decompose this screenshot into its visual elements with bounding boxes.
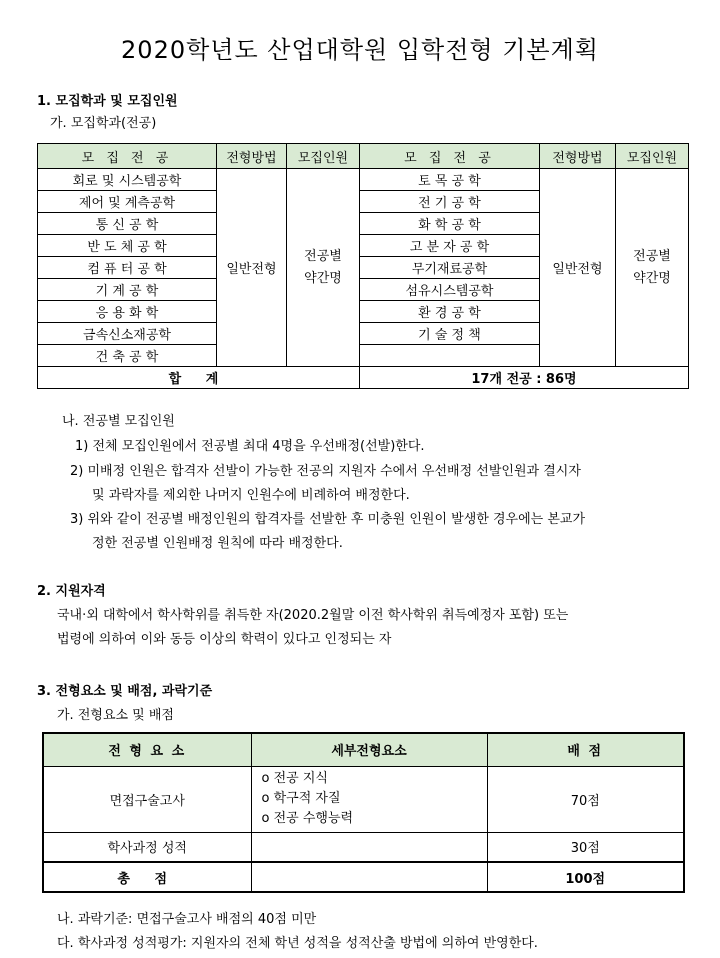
method-right: 일반전형: [540, 169, 616, 367]
major-right-9: [360, 345, 540, 367]
quota-rule-3-cont: 정한 전공별 인원배정 원칙에 따라 배정한다.: [92, 536, 343, 551]
header-method-left: 전형방법: [217, 144, 287, 169]
major-right-6: 섬유시스템공학: [360, 279, 540, 301]
gpa-score: 30점: [487, 832, 684, 862]
header-method-right: 전형방법: [540, 144, 616, 169]
quota-left: 전공별 약간명: [287, 169, 360, 367]
total-value: 17개 전공 : 86명: [360, 367, 689, 389]
section2-heading: 2. 지원자격: [37, 584, 106, 599]
quota-rule-2: 2) 미배정 인원은 합격자 선발이 가능한 전공의 지원자 수에서 우선배정 선발인원과 결시자: [70, 464, 581, 479]
header-major-left: 모 집 전 공: [38, 144, 217, 169]
header-score: 배 점: [487, 733, 684, 766]
scoring-row-interview: [43, 766, 684, 832]
header-major-right: 모 집 전 공: [360, 144, 540, 169]
gpa-label: 학사과정 성적: [43, 832, 251, 862]
major-left-2: 제어 및 계측공학: [38, 191, 217, 213]
major-left-7: 응 용 화 학: [38, 301, 217, 323]
quota-rule-1: 1) 전체 모집인원에서 전공별 최대 4명을 우선배정(선발)한다.: [75, 439, 425, 454]
major-left-3: 통 신 공 학: [38, 213, 217, 235]
major-right-8: 기 술 정 책: [360, 323, 540, 345]
scoring-table-header: [43, 733, 684, 766]
section1-sub-b: 나. 전공별 모집인원: [62, 414, 175, 429]
scoring-table: [42, 732, 685, 893]
header-element: 전 형 요 소: [43, 733, 251, 766]
majors-table-header: [38, 144, 689, 169]
section3-sub-b: 나. 과락기준: 면접구술고사 배점의 40점 미만: [57, 912, 317, 927]
quota-rule-2-cont: 및 과락자를 제외한 나머지 인원수에 비례하여 배정한다.: [92, 488, 410, 503]
gpa-detail: [251, 832, 487, 862]
major-left-5: 컴 퓨 터 공 학: [38, 257, 217, 279]
section3-sub-c: 다. 학사과정 성적평가: 지원자의 전체 학년 성적을 성적산출 방법에 의하여 반영한다.: [57, 936, 538, 951]
scoring-total-label: 총 점: [43, 862, 251, 892]
interview-details: [251, 766, 487, 832]
major-left-6: 기 계 공 학: [38, 279, 217, 301]
major-right-1: 토 목 공 학: [360, 169, 540, 191]
page-title: 2020학년도 산업대학원 입학전형 기본계획: [121, 36, 599, 64]
major-right-2: 전 기 공 학: [360, 191, 540, 213]
scoring-row-gpa: [43, 832, 684, 862]
header-quota-left: 모집인원: [287, 144, 360, 169]
scoring-total-score: 100점: [487, 862, 684, 892]
section3-heading: 3. 전형요소 및 배점, 과락기준: [37, 684, 213, 699]
interview-detail-2: o 학구적 자질: [261, 791, 341, 806]
quota-right: 전공별 약간명: [616, 169, 689, 367]
interview-detail-3: o 전공 수행능력: [261, 811, 354, 826]
interview-detail-1: o 전공 지식: [261, 771, 328, 786]
method-left: 일반전형: [217, 169, 287, 367]
major-left-9: 건 축 공 학: [38, 345, 217, 367]
scoring-total-detail: [251, 862, 487, 892]
eligibility-line-2: 법령에 의하여 이와 동등 이상의 학력이 있다고 인정되는 자: [57, 632, 392, 647]
majors-table: [37, 143, 689, 389]
eligibility-line-1: 국내·외 대학에서 학사학위를 취득한 자(2020.2월말 이전 학사학위 취득예정자 포함) 또는: [57, 608, 569, 623]
section1-heading: 1. 모집학과 및 모집인원: [37, 94, 178, 109]
header-detail: 세부전형요소: [251, 733, 487, 766]
major-left-1: 회로 및 시스템공학: [38, 169, 217, 191]
major-right-5: 무기재료공학: [360, 257, 540, 279]
quota-rule-3: 3) 위와 같이 전공별 배정인원의 합격자를 선발한 후 미충원 인원이 발생한 경우에는 본교가: [70, 512, 586, 527]
major-left-4: 반 도 체 공 학: [38, 235, 217, 257]
major-right-3: 화 학 공 학: [360, 213, 540, 235]
interview-label: 면접구술고사: [43, 766, 251, 832]
total-label: 합 계: [38, 367, 360, 389]
header-quota-right: 모집인원: [616, 144, 689, 169]
section1-sub-a: 가. 모집학과(전공): [50, 116, 157, 131]
major-right-4: 고 분 자 공 학: [360, 235, 540, 257]
section3-sub-a: 가. 전형요소 및 배점: [57, 708, 174, 723]
scoring-row-total: [43, 862, 684, 892]
major-right-7: 환 경 공 학: [360, 301, 540, 323]
interview-score: 70점: [487, 766, 684, 832]
major-left-8: 금속신소재공학: [38, 323, 217, 345]
